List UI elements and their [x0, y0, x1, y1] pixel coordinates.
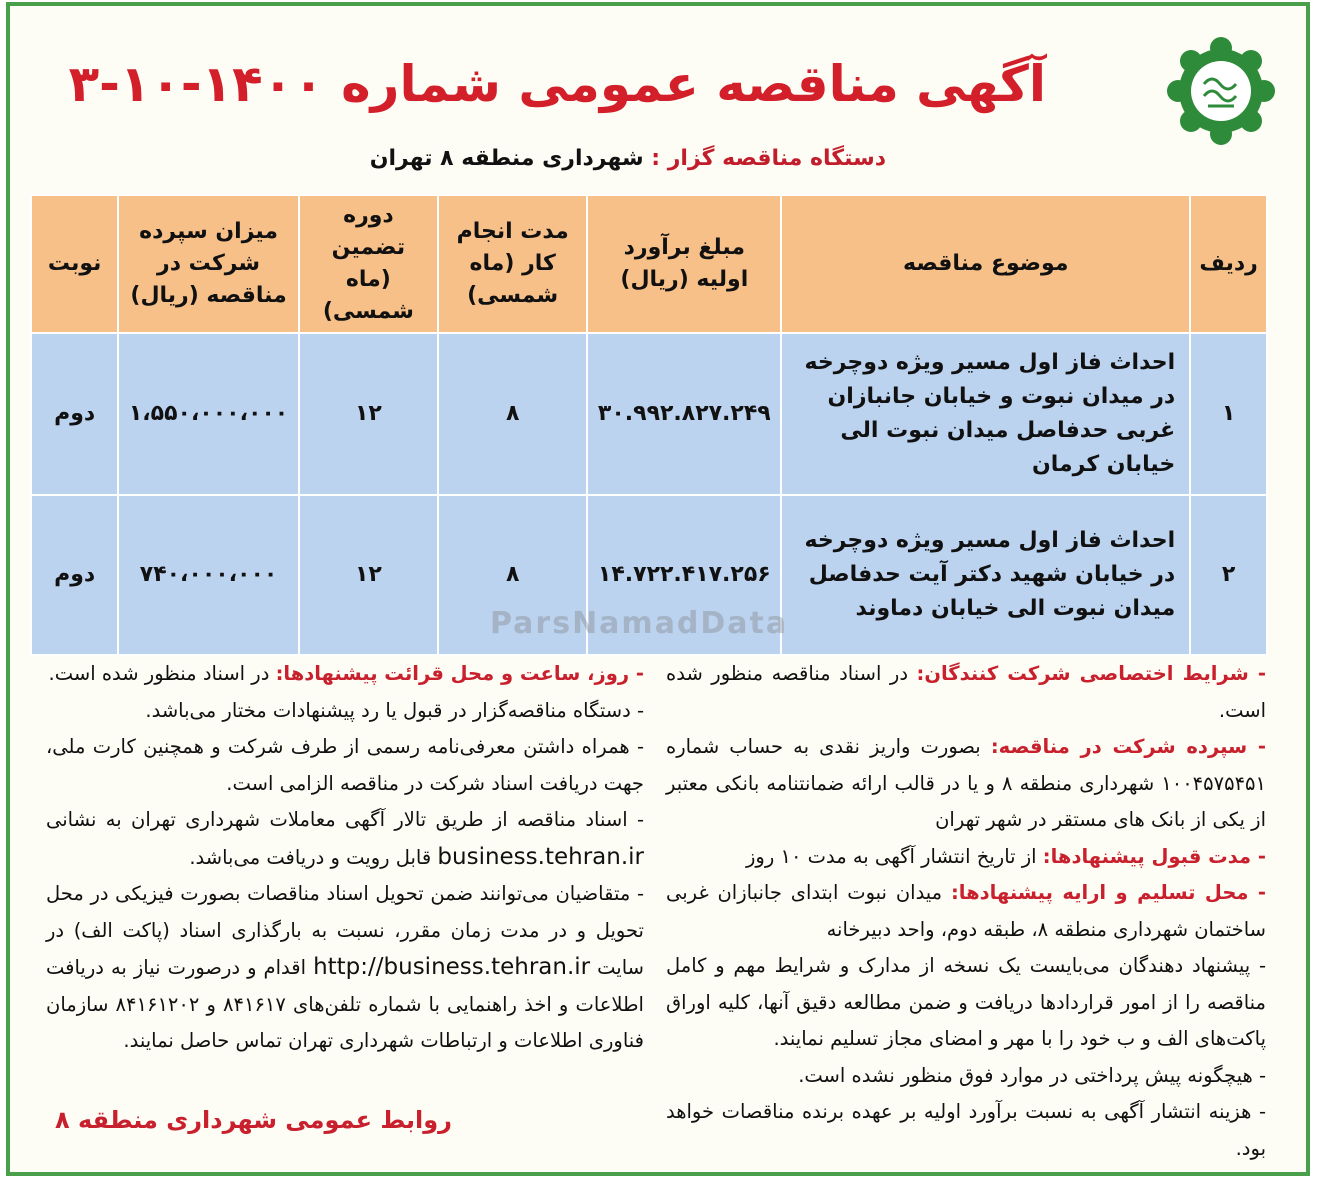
acceptance-period-text: از تاریخ انتشار آگهی به مدت ۱۰ روز	[746, 844, 1037, 868]
documents-source-tail: قابل رویت و دریافت می‌باشد.	[189, 845, 432, 869]
public-relations-signature: روابط عمومی شهرداری منطقه ۸	[54, 1106, 452, 1134]
business-site-url-link[interactable]: http://business.tehran.ir	[313, 954, 591, 980]
deposit-terms-label: - سپرده شرکت در مناقصه:	[990, 735, 1266, 758]
header-row-number: ردیف	[1190, 195, 1267, 333]
cell-row-number: ۱	[1190, 333, 1267, 495]
bidder-instructions: - پیشنهاد دهندگان می‌بایست یک نسخه از مدارک و شرایط مهم و کامل مناقصه را از امور قراردادها دریافت و ضمن مطالعه دقیق آنها، کلیه اوراق پاکت‌های الف و ب خود را با مهر و امضای مجاز تسلیم نمایند.	[666, 954, 1266, 1050]
cell-estimate: ۳۰.۹۹۲.۸۲۷.۲۴۹	[587, 333, 781, 495]
cell-row-number: ۲	[1190, 495, 1267, 655]
tender-notice	[6, 2, 1310, 1176]
page-title	[68, 54, 1046, 114]
submission-location-label: - محل تسلیم و ارایه پیشنهادها:	[951, 881, 1266, 904]
deposit-terms-text: بصورت واریز نقدی به حساب شماره ۱۰۰۴۵۷۵۴۵۱ شهرداری منطقه ۸ و یا در قالب ارائه ضمانتنامه بانکی معتبر از یکی از بانک های مستقر در شهر تهران	[666, 735, 1266, 831]
cell-round: دوم	[31, 333, 118, 495]
acceptance-period	[666, 839, 1266, 876]
documents-source	[46, 802, 644, 876]
opening-details	[46, 656, 644, 693]
tenders-table	[30, 194, 1268, 656]
table-header-row	[31, 195, 1267, 333]
cell-subject: احداث فاز اول مسیر ویژه دوچرخه در خیابان شهید دکتر آیت حدفاصل میدان نبوت الی خیابان دماوند	[781, 495, 1190, 655]
acceptance-period-label: - مدت قبول پیشنهادها:	[1042, 844, 1266, 868]
upload-instructions-tail: اقدام و درصورت نیاز به دریافت اطلاعات و اخذ راهنمایی با شماره تلفن‌های ۸۴۱۶۱۷ و ۸۴۱۶۱۲۰۲ سازمان فناوری اطلاعات و ارتباطات شهرداری تهران تماس حاصل نمایند.	[46, 956, 644, 1052]
cell-round: دوم	[31, 495, 118, 655]
cell-warranty: ۱۲	[299, 333, 438, 495]
cell-deposit: ۱،۵۵۰،۰۰۰،۰۰۰	[118, 333, 299, 495]
cell-warranty: ۱۲	[299, 495, 438, 655]
no-prepayment-note: - هیچگونه پیش پرداختی در موارد فوق منظور نشده است.	[798, 1063, 1266, 1087]
documents-source-text: - اسناد مناقصه از طریق تالار آگهی معاملات شهرداری تهران به نشانی	[46, 808, 644, 831]
upload-instructions	[46, 876, 644, 1060]
opening-details-label: - روز، ساعت و محل قرائت پیشنهادها:	[275, 662, 644, 685]
upload-instructions-text: - متقاضیان می‌توانند ضمن تحویل اسناد مناقصات بصورت فیزیکی در محل تحویل و در مدت زمان مقرر، نسبت به بارگذاری اسناد (پاکت الف) در سایت	[46, 882, 644, 979]
header-subject: موضوع مناقصه	[781, 195, 1190, 333]
header-duration: مدت انجام کار (ماه شمسی)	[438, 195, 587, 333]
opening-details-text: در اسناد منظور شده است.	[48, 662, 270, 685]
special-conditions	[666, 656, 1266, 729]
organizer-label: دستگاه مناقصه گزار :	[651, 146, 886, 171]
header-round: نوبت	[31, 195, 118, 333]
submission-location-text: میدان نبوت ابتدای جانبازان غربی ساختمان شهرداری منطقه ۸، طبقه دوم، واحد دبیرخانه	[666, 881, 1266, 941]
cell-duration: ۸	[438, 333, 587, 495]
conditions-right-column	[666, 656, 1266, 1167]
header-deposit: میزان سپرده شرکت در مناقصه (ریال)	[118, 195, 299, 333]
cell-deposit: ۷۴۰،۰۰۰،۰۰۰	[118, 495, 299, 655]
tehran-municipality-logo-icon	[1166, 36, 1276, 146]
conditions-left-column	[46, 656, 644, 1060]
organizer-value: شهرداری منطقه ۸ تهران	[369, 146, 644, 171]
header-warranty: دوره تضمین (ماه شمسی)	[299, 195, 438, 333]
business-site-link[interactable]: business.tehran.ir	[437, 843, 644, 870]
deposit-terms	[666, 729, 1266, 839]
special-conditions-text: در اسناد مناقصه منظور شده است.	[666, 662, 1266, 722]
tender-number: ۳-۱۰-۱۴۰۰	[68, 55, 324, 113]
submission-location	[666, 875, 1266, 948]
authority-note: - دستگاه مناقصه‌گزار در قبول یا رد پیشنهادات مختار می‌باشد.	[145, 698, 644, 722]
publication-cost-note: - هزینه انتشار آگهی به نسبت برآورد اولیه بر عهده برنده مناقصات خواهد بود.	[666, 1100, 1266, 1160]
table-row	[31, 333, 1267, 495]
watermark: ParsNamadData	[490, 606, 789, 641]
documents-requirement: - همراه داشتن معرفی‌نامه رسمی از طرف شرکت و همچنین کارت ملی، جهت دریافت اسناد شرکت در مناقصه الزامی است.	[46, 735, 644, 795]
organizer-line	[369, 146, 886, 171]
cell-duration: ۸	[438, 495, 587, 655]
special-conditions-label: - شرایط اختصاصی شرکت کنندگان:	[916, 662, 1266, 685]
header-estimate: مبلغ برآورد اولیه (ریال)	[587, 195, 781, 333]
title-text: آگهی مناقصه عمومی شماره	[341, 55, 1046, 113]
cell-subject: احداث فاز اول مسیر ویژه دوچرخه در میدان نبوت و خیابان جانبازان غربی حدفاصل میدان نبوت الی خیابان کرمان	[781, 333, 1190, 495]
cell-estimate: ۱۴.۷۲۲.۴۱۷.۲۵۶	[587, 495, 781, 655]
